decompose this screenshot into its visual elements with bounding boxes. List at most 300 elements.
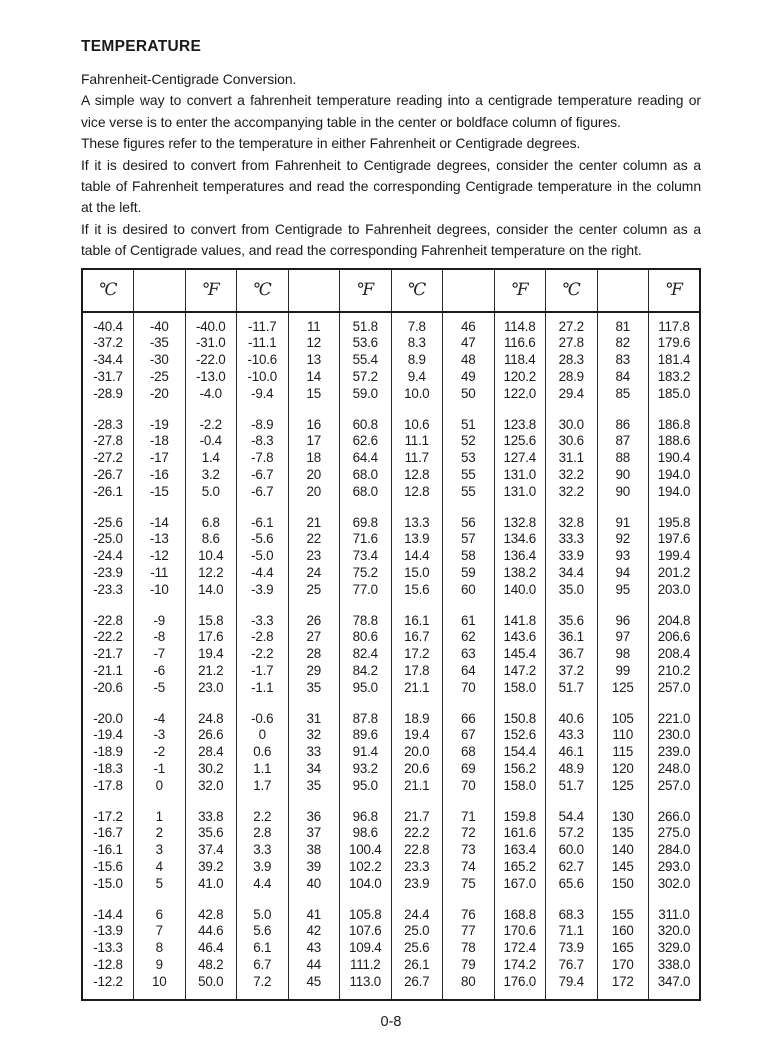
table-cell: 60.0 [546,842,598,859]
table-cell: 204.8 [649,613,701,630]
spacer-cell [134,501,186,515]
table-cell: 6.1 [237,940,289,957]
table-cell: 5.6 [237,923,289,940]
table-cell: 206.6 [649,629,701,646]
table-cell: 7.2 [237,974,289,991]
table-cell: 36.7 [546,646,598,663]
table-cell: -14.4 [93,906,123,922]
table-row [82,369,700,386]
intro-paragraphs [81,69,701,262]
table-row [82,809,700,826]
table-cell: 90 [597,467,649,484]
table-row [82,680,700,697]
table-cell: 32.2 [546,467,598,484]
table-cell: -37.2 [93,335,123,351]
spacer-cell [494,795,546,809]
table-cell: 135 [597,825,649,842]
table-cell: 89.6 [340,727,392,744]
table-cell: 1.1 [237,761,289,778]
table-row [82,386,700,403]
table-cell: 165.2 [494,859,546,876]
table-cell: -19 [134,417,186,434]
table-cell: 69 [443,761,495,778]
spacer-row [82,312,700,319]
table-cell: 183.2 [649,369,701,386]
table-cell: -26.1 [93,483,123,499]
spacer-cell [288,991,340,1000]
table-cell: 52 [443,433,495,450]
table-cell: 284.0 [649,842,701,859]
table-cell: 75 [443,876,495,893]
table-cell: 161.6 [494,825,546,842]
table-cell: 51.7 [546,680,598,697]
table-cell: 131.0 [494,484,546,501]
table-row [82,613,700,630]
table-cell: 179.6 [649,335,701,352]
table-cell: 95 [597,582,649,599]
table-cell: -13.9 [93,923,123,939]
table-cell: 53 [443,450,495,467]
spacer-cell [546,893,598,907]
table-row [82,923,700,940]
table-cell: 168.8 [494,907,546,924]
table-cell: 167.0 [494,876,546,893]
spacer-cell [237,599,289,613]
spacer-cell [237,697,289,711]
table-cell: 13 [288,352,340,369]
table-cell: 39.2 [185,859,237,876]
spacer-cell [443,795,495,809]
table-cell: 24 [288,565,340,582]
table-cell: 185.0 [649,386,701,403]
table-cell: 14.4 [391,548,443,565]
table-cell: -8 [134,629,186,646]
table-cell: 12.8 [391,467,443,484]
table-cell: 71 [443,809,495,826]
table-cell: 68.3 [546,907,598,924]
table-cell: 26.6 [185,727,237,744]
table-cell: 30.6 [546,433,598,450]
spacer-row [82,795,700,809]
table-cell: 190.4 [649,450,701,467]
table-cell: 35.6 [185,825,237,842]
table-cell: 30.2 [185,761,237,778]
table-cell: 266.0 [649,809,701,826]
table-cell: 257.0 [649,680,701,697]
table-cell: 138.2 [494,565,546,582]
table-cell: 16 [288,417,340,434]
table-cell: 1.4 [185,450,237,467]
spacer-row [82,991,700,1000]
table-cell: 3 [134,842,186,859]
paragraph-f-to-c: If it is desired to convert from Fahrenheit to Centigrade degrees, consider the center column as a table of Fahrenheit temperatures and read the corresponding Centigrade temperature in the column at the left. [81,156,701,216]
table-cell: 10.0 [391,386,443,403]
spacer-cell [649,795,701,809]
table-cell: 150.8 [494,711,546,728]
table-cell: -13 [134,531,186,548]
table-cell: 15 [288,386,340,403]
table-cell: 64 [443,663,495,680]
table-cell: 43 [288,940,340,957]
table-cell: 11.1 [391,433,443,450]
table-cell: 110 [597,727,649,744]
spacer-cell [340,893,392,907]
table-cell: 42 [288,923,340,940]
spacer-cell [649,403,701,417]
table-cell: -35 [134,335,186,352]
table-cell: 125 [597,778,649,795]
table-cell: 134.6 [494,531,546,548]
table-cell: 1 [134,809,186,826]
table-cell: 2.8 [237,825,289,842]
table-cell: 257.0 [649,778,701,795]
table-cell: -19.4 [93,727,123,743]
table-cell: 20 [288,467,340,484]
spacer-cell [185,795,237,809]
table-cell: 329.0 [649,940,701,957]
table-cell: 203.0 [649,582,701,599]
table-cell: 92 [597,531,649,548]
table-cell: 9.4 [391,369,443,386]
table-cell: -21.7 [93,646,123,662]
table-cell: 23.9 [391,876,443,893]
table-cell: 28.3 [546,352,598,369]
table-cell: 95.0 [340,778,392,795]
conversion-table-header [82,269,700,312]
table-cell: 32.0 [185,778,237,795]
table-cell: 302.0 [649,876,701,893]
spacer-cell [134,312,186,319]
table-cell: 140 [597,842,649,859]
table-cell: 221.0 [649,711,701,728]
table-cell: 170.6 [494,923,546,940]
table-row [82,940,700,957]
table-cell: 17.6 [185,629,237,646]
table-cell: 36.1 [546,629,598,646]
table-cell: 8 [134,940,186,957]
table-cell: 40.6 [546,711,598,728]
table-cell: 156.2 [494,761,546,778]
spacer-cell [391,312,443,319]
table-cell: 21.2 [185,663,237,680]
table-cell: 141.8 [494,613,546,630]
spacer-cell [288,501,340,515]
table-cell: 27 [288,629,340,646]
table-cell: 95.0 [340,680,392,697]
table-cell: 311.0 [649,907,701,924]
table-cell: 160 [597,923,649,940]
table-cell: 29 [288,663,340,680]
table-cell: -12 [134,548,186,565]
table-cell: 165 [597,940,649,957]
spacer-cell [82,312,134,319]
spacer-cell [237,893,289,907]
spacer-cell [494,991,546,1000]
table-cell: -3.3 [237,613,289,630]
spacer-cell [546,795,598,809]
conversion-table [81,268,701,1001]
table-row [82,876,700,893]
spacer-cell [649,599,701,613]
table-cell: -1.1 [237,680,289,697]
table-cell: 57.2 [546,825,598,842]
spacer-cell [597,893,649,907]
spacer-cell [391,697,443,711]
table-cell: 82 [597,335,649,352]
table-cell: -3 [134,727,186,744]
spacer-cell [494,312,546,319]
table-cell: 143.6 [494,629,546,646]
table-cell: 63 [443,646,495,663]
spacer-cell [494,501,546,515]
table-cell: 46.1 [546,744,598,761]
table-cell: 58 [443,548,495,565]
table-cell: -9 [134,613,186,630]
table-cell: 163.4 [494,842,546,859]
table-cell: 18.9 [391,711,443,728]
table-cell: 125.6 [494,433,546,450]
paragraph-conversion-heading: Fahrenheit-Centigrade Conversion. [81,71,297,87]
spacer-row [82,697,700,711]
table-cell: -14 [134,515,186,532]
table-cell: 79 [443,957,495,974]
table-cell: 50.0 [185,974,237,991]
table-row [82,515,700,532]
table-cell: 172.4 [494,940,546,957]
table-row [82,629,700,646]
spacer-cell [134,795,186,809]
spacer-cell [288,893,340,907]
table-cell: 172 [597,974,649,991]
table-cell: 8.3 [391,335,443,352]
table-cell: 51.7 [546,778,598,795]
table-row [82,974,700,991]
table-cell: 13.3 [391,515,443,532]
spacer-cell [597,403,649,417]
table-cell: 50 [443,386,495,403]
table-cell: 45 [288,974,340,991]
table-cell: -0.6 [237,711,289,728]
table-row [82,859,700,876]
paragraph-simple-way: A simple way to convert a fahrenheit temperature reading into a centigrade temperature reading or vice verse is to enter the accompanying table in the center or boldface column of figures. [81,92,701,130]
spacer-cell [649,991,701,1000]
table-cell: 51.8 [340,319,392,336]
table-cell: 100.4 [340,842,392,859]
table-cell: 35 [288,680,340,697]
table-cell: 3.3 [237,842,289,859]
spacer-cell [82,501,134,515]
spacer-cell [391,991,443,1000]
table-cell: 79.4 [546,974,598,991]
spacer-row [82,893,700,907]
header-celsius-symbol: ℃ [391,269,443,312]
spacer-cell [134,893,186,907]
spacer-cell [340,501,392,515]
table-cell: -28.3 [93,416,123,432]
spacer-cell [340,403,392,417]
table-cell: 293.0 [649,859,701,876]
table-cell: 320.0 [649,923,701,940]
table-cell: 20 [288,484,340,501]
table-cell: 122.0 [494,386,546,403]
table-cell: -12.2 [93,973,123,989]
table-cell: 125 [597,680,649,697]
table-cell: 188.6 [649,433,701,450]
table-cell: -15 [134,484,186,501]
table-cell: -9.4 [237,386,289,403]
table-cell: 0.6 [237,744,289,761]
table-cell: 3.2 [185,467,237,484]
table-cell: -28.9 [93,385,123,401]
table-cell: -21.1 [93,663,123,678]
table-cell: 12.8 [391,484,443,501]
table-cell: -4 [134,711,186,728]
table-cell: 54.4 [546,809,598,826]
table-cell: 7 [134,923,186,940]
table-cell: -27.2 [93,450,123,466]
table-cell: 27.2 [546,319,598,336]
table-row [82,663,700,680]
table-cell: 11 [288,319,340,336]
spacer-cell [649,893,701,907]
table-cell: -3.9 [237,582,289,599]
table-cell: 159.8 [494,809,546,826]
table-cell: 46 [443,319,495,336]
header-fahrenheit-symbol: ℉ [340,269,392,312]
table-cell: -17 [134,450,186,467]
table-cell: 43.3 [546,727,598,744]
table-cell: 15.0 [391,565,443,582]
table-cell: 70 [443,680,495,697]
table-cell: 60 [443,582,495,599]
table-cell: 31 [288,711,340,728]
table-cell: 78 [443,940,495,957]
table-cell: 208.4 [649,646,701,663]
table-cell: 199.4 [649,548,701,565]
table-cell: 35 [288,778,340,795]
table-cell: -18 [134,433,186,450]
table-cell: 42.8 [185,907,237,924]
table-cell: -23.3 [93,581,123,597]
table-cell: 84 [597,369,649,386]
table-cell: 275.0 [649,825,701,842]
table-cell: 0 [134,778,186,795]
table-cell: 73.9 [546,940,598,957]
table-cell: 120.2 [494,369,546,386]
table-cell: 140.0 [494,582,546,599]
table-cell: 76 [443,907,495,924]
table-cell: 71.1 [546,923,598,940]
table-cell: 38 [288,842,340,859]
header-fahrenheit-symbol: ℉ [185,269,237,312]
table-cell: -34.4 [93,352,123,368]
spacer-cell [443,697,495,711]
paragraph-c-to-f: If it is desired to convert from Centigrade to Fahrenheit degrees, consider the center column as a table of Centigrade values, and read the corresponding Fahrenheit temperature on the right. [81,220,701,259]
header-row [82,269,700,312]
table-cell: -6.7 [237,484,289,501]
table-cell: -26.7 [93,467,123,483]
table-cell: 96.8 [340,809,392,826]
spacer-cell [546,501,598,515]
table-cell: 17.8 [391,663,443,680]
table-cell: 55 [443,484,495,501]
header-fahrenheit-symbol: ℉ [649,269,701,312]
table-cell: 2 [134,825,186,842]
table-cell: 8.9 [391,352,443,369]
table-cell: 73.4 [340,548,392,565]
table-cell: 24.4 [391,907,443,924]
spacer-cell [391,893,443,907]
table-cell: 32 [288,727,340,744]
table-cell: 72 [443,825,495,842]
table-cell: 57.2 [340,369,392,386]
table-cell: 74 [443,859,495,876]
spacer-row [82,501,700,515]
header-center-blank [288,269,340,312]
table-cell: -11.7 [237,319,289,336]
table-cell: 47 [443,335,495,352]
table-cell: -2 [134,744,186,761]
table-cell: -2.2 [185,417,237,434]
table-cell: -22.0 [185,352,237,369]
table-cell: 26 [288,613,340,630]
table-cell: 68 [443,744,495,761]
table-cell: 116.6 [494,335,546,352]
table-cell: 84.2 [340,663,392,680]
table-row [82,467,700,484]
table-cell: 21 [288,515,340,532]
spacer-cell [649,697,701,711]
table-cell: 62 [443,629,495,646]
spacer-cell [134,403,186,417]
table-cell: 19.4 [185,646,237,663]
table-cell: 31.1 [546,450,598,467]
table-cell: 338.0 [649,957,701,974]
table-row [82,744,700,761]
table-cell: 77.0 [340,582,392,599]
table-cell: 136.4 [494,548,546,565]
spacer-cell [443,312,495,319]
table-cell: 14.0 [185,582,237,599]
table-cell: 181.4 [649,352,701,369]
table-cell: 131.0 [494,467,546,484]
table-cell: 158.0 [494,778,546,795]
table-cell: 16.1 [391,613,443,630]
spacer-cell [82,893,134,907]
table-cell: 81 [597,319,649,336]
spacer-cell [443,599,495,613]
table-cell: 11.7 [391,450,443,467]
table-cell: -1 [134,761,186,778]
table-cell: 44 [288,957,340,974]
table-cell: 201.2 [649,565,701,582]
table-cell: 61 [443,613,495,630]
table-cell: 51 [443,417,495,434]
table-cell: -23.9 [93,565,123,581]
spacer-cell [443,501,495,515]
spacer-cell [185,697,237,711]
table-cell: 102.2 [340,859,392,876]
table-cell: -2.8 [237,629,289,646]
spacer-cell [597,991,649,1000]
table-cell: 77 [443,923,495,940]
table-cell: 174.2 [494,957,546,974]
table-cell: 5.0 [185,484,237,501]
spacer-cell [391,599,443,613]
table-cell: 35.6 [546,613,598,630]
table-cell: 12 [288,335,340,352]
table-cell: 132.8 [494,515,546,532]
